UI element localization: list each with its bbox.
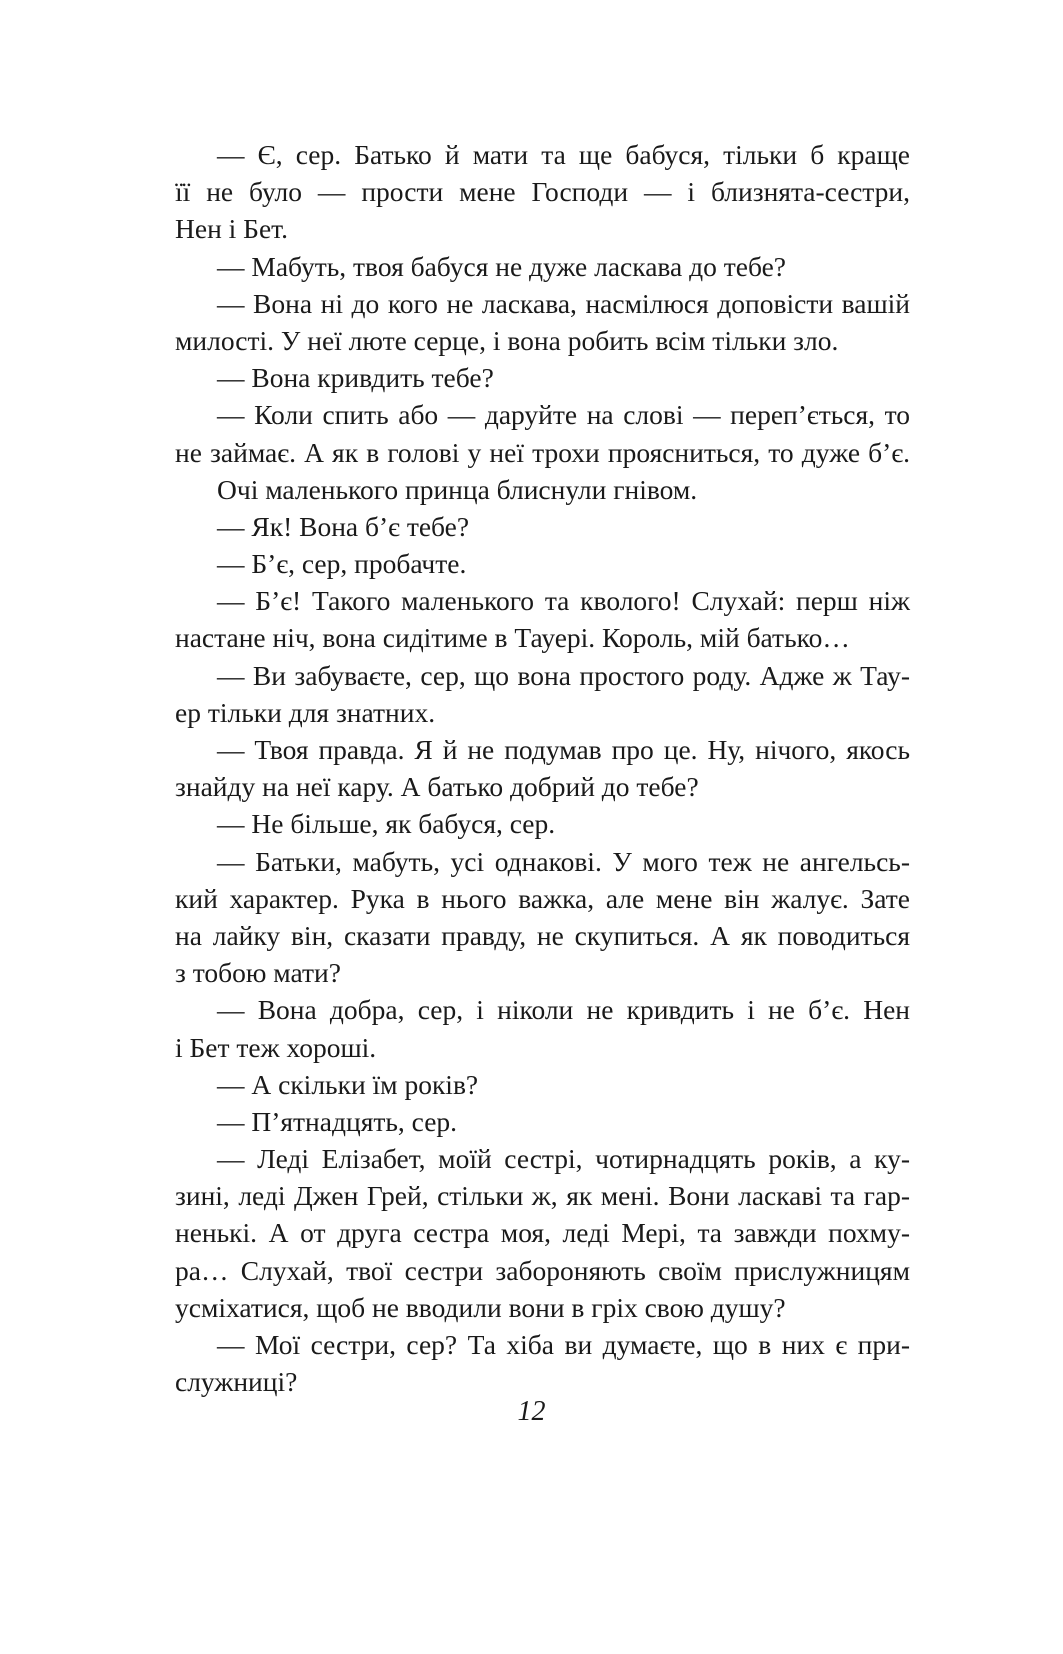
text-line: — Б’є, сер, пробачте. bbox=[217, 548, 467, 580]
text-line: Нен і Бет. bbox=[175, 213, 288, 245]
text-line: зині, леді Джен Грей, стільки ж, як мені. Вони ласкаві та гар- bbox=[175, 1180, 910, 1212]
text-line: — Вона добра, сер, і ніколи не кривдить і не б’є. Нен bbox=[217, 994, 910, 1026]
text-line: — Твоя правда. Я й не подумав про це. Ну, нічого, якось bbox=[217, 734, 910, 765]
text-line: настане ніч, вона сидітиме в Тауері. Король, мій батько… bbox=[175, 622, 850, 654]
text-line: ненькі. А от друга сестра моя, леді Мері, та завжди похму- bbox=[175, 1217, 910, 1249]
text-line: знайду на неї кару. А батько добрий до тебе? bbox=[175, 771, 699, 803]
text-line: — Батьки, мабуть, усі однакові. У мого теж не ангельсь- bbox=[217, 845, 910, 877]
text-line: — Як! Вона б’є тебе? bbox=[217, 510, 470, 542]
text-line: — Мої сестри, сер? Та хіба ви думаєте, що в них є при- bbox=[217, 1329, 910, 1360]
text-line: і Бет теж хороші. bbox=[175, 1031, 377, 1063]
text-line: — Не більше, як бабуся, сер. bbox=[217, 808, 556, 840]
text-line: милості. У неї люте серце, і вона робить всім тільки зло. bbox=[175, 324, 839, 356]
text-line: її не було — прости мене Господи — і близнята-сестри, bbox=[175, 176, 910, 208]
text-line: на лайку він, сказати правду, не скупиться. А як поводиться bbox=[175, 919, 910, 951]
text-line: усміхатися, щоб не вводили вони в гріх свою душу? bbox=[175, 1291, 786, 1323]
text-line: служниці? bbox=[175, 1366, 298, 1398]
text-line: кий характер. Рука в нього важка, але мене він жалує. Зате bbox=[175, 882, 910, 914]
text-line: — Є, сер. Батько й мати та ще бабуся, тільки б краще bbox=[217, 139, 910, 170]
page-number: 12 bbox=[517, 1396, 546, 1427]
text-line: — Вона ні до кого не ласкава, насмілюся доповісти вашій bbox=[217, 287, 910, 319]
text-line: ер тільки для знатних. bbox=[175, 696, 436, 728]
text-line: — Б’є! Такого маленького та кволого! Слухай: перш ніж bbox=[217, 585, 910, 617]
text-line: Очі маленького принца блиснули гнівом. bbox=[217, 473, 698, 505]
body-text bbox=[175, 136, 910, 1400]
text-line: — Ви забуваєте, сер, що вона простого роду. Адже ж Тау- bbox=[217, 659, 910, 691]
text-line: — П’ятнадцять, сер. bbox=[217, 1105, 458, 1137]
text-line: — А скільки їм років? bbox=[217, 1068, 479, 1100]
text-line: — Мабуть, твоя бабуся не дуже ласкава до тебе? bbox=[217, 250, 786, 282]
text-line: не займає. А як в голові у неї трохи проясниться, то дуже б’є. bbox=[175, 436, 910, 468]
text-line: ра… Слухай, твої сестри забороняють своїм прислужницям bbox=[175, 1254, 910, 1286]
text-line: — Леді Елізабет, моїй сестрі, чотирнадцять років, а ку- bbox=[217, 1143, 910, 1175]
text-line: — Вона кривдить тебе? bbox=[217, 362, 494, 394]
text-line: з тобою мати? bbox=[175, 957, 341, 989]
text-line: — Коли спить або — даруйте на слові — переп’ється, то bbox=[217, 399, 910, 431]
